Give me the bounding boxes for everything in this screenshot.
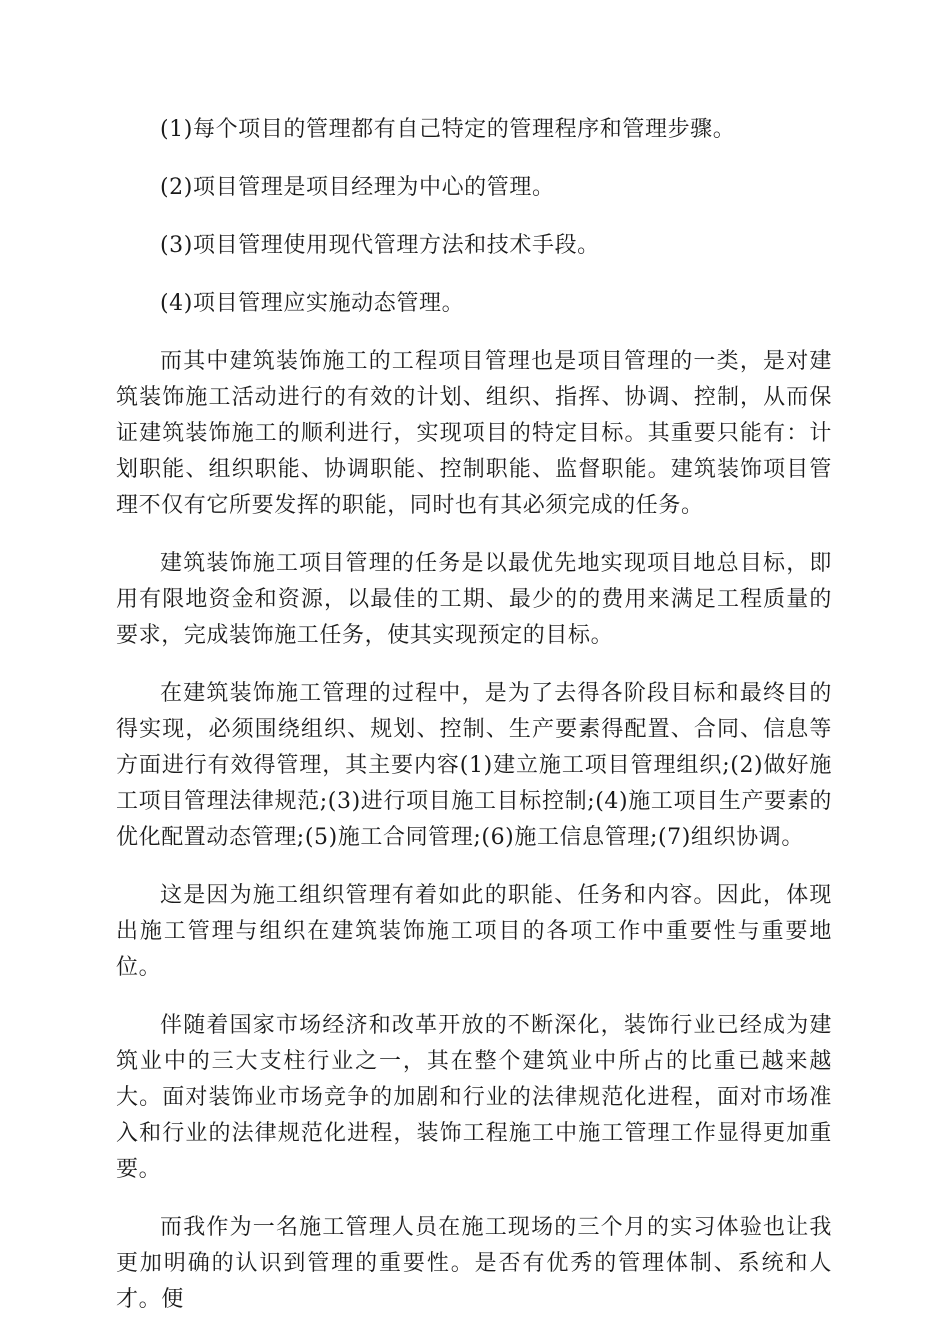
document-body <box>116 112 832 1340</box>
list-item: (2)项目管理是项目经理为中心的管理。 <box>160 175 555 200</box>
paragraph: 在建筑装饰施工管理的过程中，是为了去得各阶段目标和最终目的得实现，必须围绕组织、规划、控制、生产要素得配置、合同、信息等方面进行有效得管理，其主要内容(1)建立施工项目管理组织;(2)做好施工项目管理法律规范;(3)进行项目施工目标控制;(4)施工项目生产要素的优化配置动态管理;(5)施工合同管理;(6)施工信息管理;(7)组织协调。 <box>116 681 832 850</box>
paragraph: 伴随着国家市场经济和改革开放的不断深化，装饰行业已经成为建筑业中的三大支柱行业之一，其在整个建筑业中所占的比重已越来越大。面对装饰业市场竞争的加剧和行业的法律规范化进程，面对市场准入和行业的法律规范化进程，装饰工程施工中施工管理工作显得更加重要。 <box>116 1013 832 1182</box>
paragraph: 建筑装饰施工项目管理的任务是以最优先地实现项目地总目标，即用有限地资金和资源，以最佳的工期、最少的的费用来满足工程质量的要求，完成装饰施工任务，使其实现预定的目标。 <box>116 551 832 648</box>
list-item: (1)每个项目的管理都有自己特定的管理程序和管理步骤。 <box>160 117 736 142</box>
paragraph: 这是因为施工组织管理有着如此的职能、任务和内容。因此，体现出施工管理与组织在建筑装饰施工项目的各项工作中重要性与重要地位。 <box>116 883 832 980</box>
list-item: (3)项目管理使用现代管理方法和技术手段。 <box>160 233 600 258</box>
list-item: (4)项目管理应实施动态管理。 <box>160 291 465 316</box>
paragraph: 而我作为一名施工管理人员在施工现场的三个月的实习体验也让我更加明确的认识到管理的重要性。是否有优秀的管理体制、系统和人才。便 <box>116 1215 832 1312</box>
paragraph: 而其中建筑装饰施工的工程项目管理也是项目管理的一类，是对建筑装饰施工活动进行的有效的计划、组织、指挥、协调、控制，从而保证建筑装饰施工的顺利进行，实现项目的特定目标。其重要只能有：计划职能、组织职能、协调职能、控制职能、监督职能。建筑装饰项目管理不仅有它所要发挥的职能，同时也有其必须完成的任务。 <box>116 349 832 518</box>
